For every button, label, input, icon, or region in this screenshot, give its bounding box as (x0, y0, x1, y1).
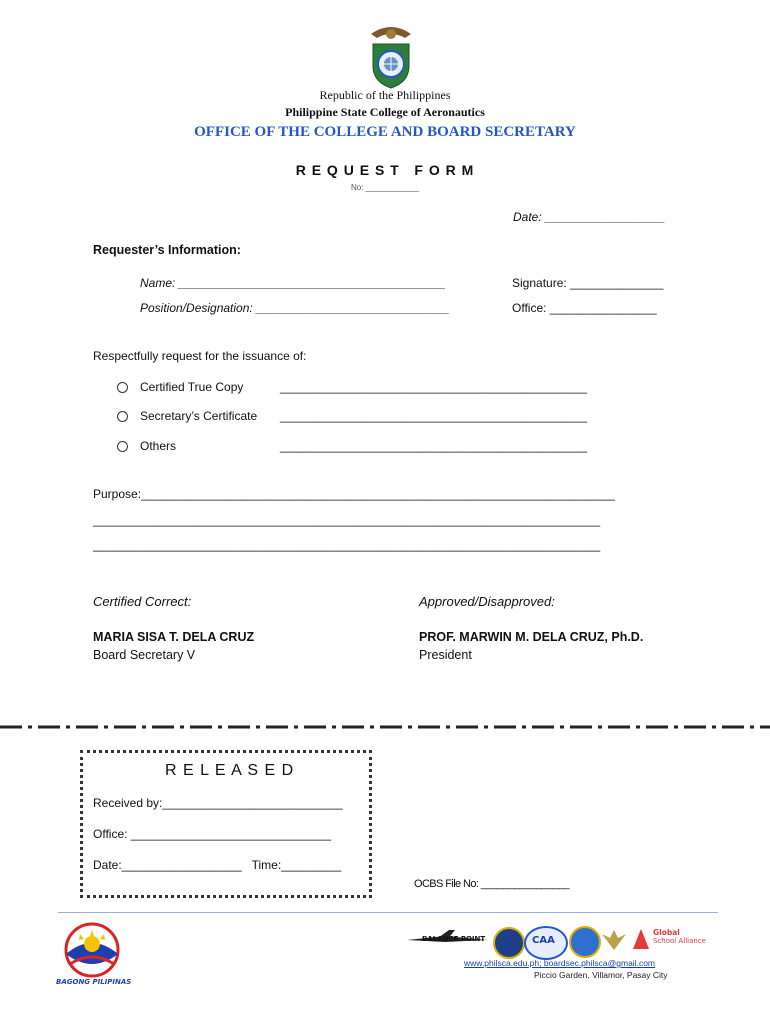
president-title: President (419, 648, 472, 662)
certified-correct-label: Certified Correct: (93, 594, 192, 609)
balance-point-text: BALANCE POINT (422, 935, 486, 943)
released-title: R E L E A S E D (165, 762, 295, 779)
college-name: Philippine State College of Aeronautics (285, 105, 485, 119)
released-office-field[interactable]: Office: ______________________________ (93, 827, 332, 841)
footer-address: Piccio Garden, Villamor, Pasay City (534, 970, 668, 980)
secretary-name: MARIA SISA T. DELA CRUZ (93, 630, 255, 644)
cut-line (0, 718, 770, 726)
college-seal-logo (361, 22, 421, 90)
received-by-field[interactable]: Received by:___________________________ (93, 796, 343, 810)
purpose-line[interactable]: ____________________________________________________________________________ (93, 538, 601, 552)
approved-label: Approved/Disapproved: (419, 594, 555, 609)
option-secretarys-certificate[interactable] (117, 409, 257, 423)
form-number: No: ____________ (350, 183, 420, 192)
request-heading: Respectfully request for the issuance of: (93, 349, 307, 363)
option-blank[interactable]: ______________________________________________ (280, 409, 587, 423)
name-field[interactable]: Name: ________________________________________ (140, 276, 446, 290)
wings-logo (600, 928, 628, 954)
footer-links[interactable]: www.philsca.edu.ph; boardsec.philsca@gmail.com (464, 958, 655, 968)
date-field[interactable]: Date: __________________ (513, 210, 666, 224)
school-alliance-text: School Alliance (653, 937, 706, 945)
released-date-time-field[interactable]: Date:__________________ Time:_________ (93, 858, 342, 872)
globe-logo (569, 926, 601, 958)
office-field[interactable]: Office: ________________ (512, 301, 657, 315)
option-label: Others (140, 439, 177, 453)
radio-icon[interactable] (117, 411, 128, 422)
caa-text: CAA (532, 935, 555, 946)
global-text: Global (653, 928, 680, 937)
requester-heading: Requester’s Information: (93, 243, 241, 257)
option-certified-true-copy[interactable] (117, 380, 243, 394)
option-label: Secretary’s Certificate (140, 409, 258, 423)
option-label: Certified True Copy (140, 380, 244, 394)
position-field[interactable]: Position/Designation: _____________________________ (140, 301, 450, 315)
option-blank[interactable]: ______________________________________________ (280, 439, 587, 453)
republic-line: Republic of the Philippines (319, 88, 451, 102)
purpose-field[interactable]: Purpose:_______________________________________________________________________ (93, 487, 615, 501)
radio-icon[interactable] (117, 441, 128, 452)
signature-field[interactable]: Signature: ______________ (512, 276, 664, 290)
bagong-pilipinas-text: BAGONG PILIPINAS (56, 978, 132, 986)
purpose-line[interactable]: ____________________________________________________________________________ (93, 513, 601, 527)
form-title: R E Q U E S T F O R M (295, 162, 475, 178)
partner-seal-icon (493, 927, 525, 959)
office-title: OFFICE OF THE COLLEGE AND BOARD SECRETARY (194, 124, 576, 140)
radio-icon[interactable] (117, 382, 128, 393)
option-blank[interactable]: ______________________________________________ (280, 380, 587, 394)
option-others[interactable] (117, 439, 176, 453)
ocbs-file-number[interactable]: OCBS File No: ________________ (414, 878, 570, 890)
secretary-title: Board Secretary V (93, 648, 196, 662)
footer-rule (58, 912, 718, 913)
president-name: PROF. MARWIN M. DELA CRUZ, Ph.D. (419, 630, 644, 644)
